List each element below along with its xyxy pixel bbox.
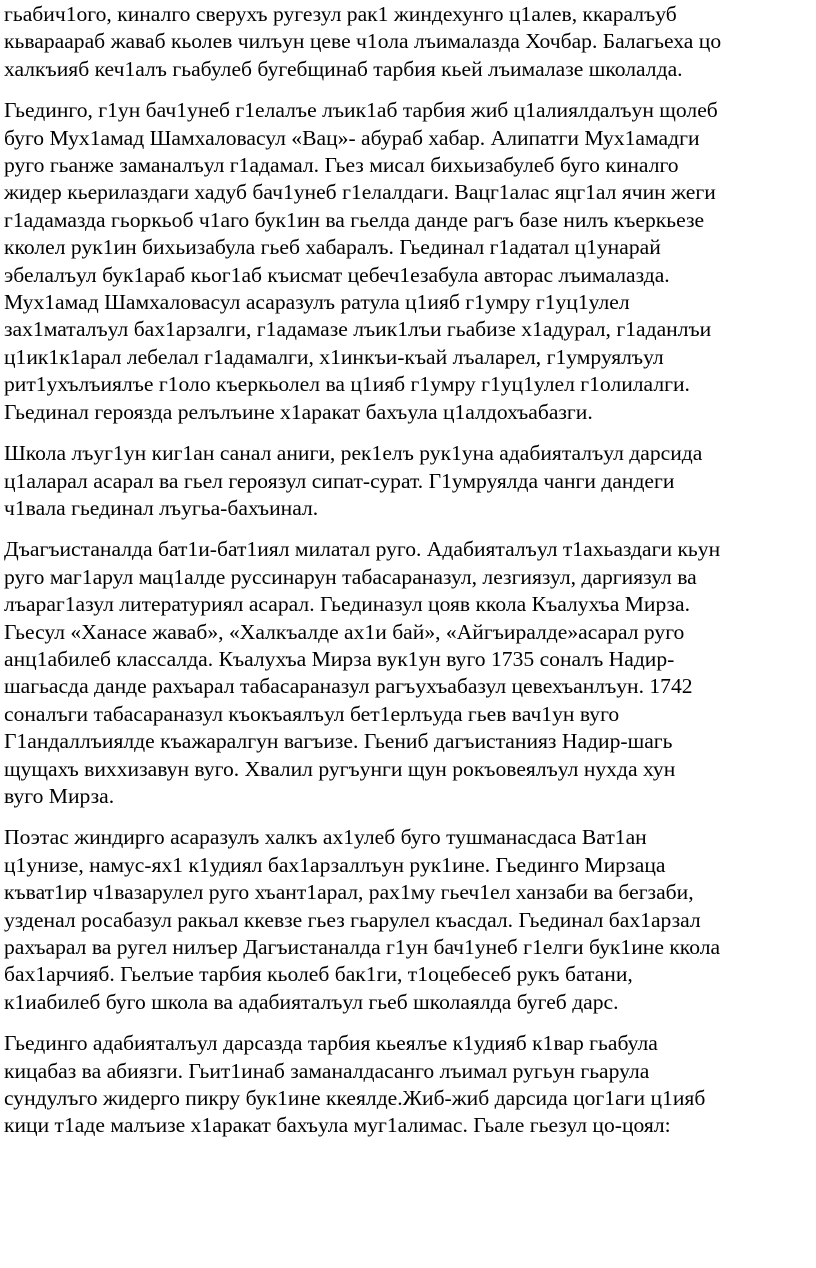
paragraph-1 [4,1,812,83]
paragraph-6 [4,1030,812,1140]
text-line: Школа лъуг1ун киг1ан санал аниги, рек1елъ рук1уна адабияталъул дарсида [4,441,703,466]
text-line: рахъарал ва ругел нилъер Дагъистаналда г1ун бач1унеб г1елги бук1ине ккола [4,935,721,959]
text-line: анц1абилеб классалда. Къалухъа Мирза вук1ун вуго 1735 соналъ Надир- [4,646,675,671]
text-line: Поэтас жиндирго асаразулъ халкъ ах1улеб буго тушманасдаса Ват1ан [4,825,647,850]
document-page [4,0,812,1154]
text-line: лъараг1азул литературиял асарал. Гьединазул цояв ккола Къалухъа Мирза. [4,592,691,617]
text-line: кицабаз ва абиязги. Гьит1инаб заманалдасанго лъимал ругьун гьарула [4,1058,650,1083]
text-line: Дъагъистаналда бат1и-бат1иял милатал руго. Адабияталъул т1ахьаздаги кьун [4,537,721,562]
text-line: эбелалъул бук1араб кьог1аб къисмат цебеч1езабула авторас лъималазда. [4,262,670,287]
text-line: руго гьанже заманалъул г1адамал. Гьез мисал бихьизабулеб буго киналго [4,153,679,178]
text-line: шагьасда данде рахъарал табасараназул рагъухъабазул цевехъанлъун. 1742 [4,674,693,699]
text-line: щущахъ виххизавун вуго. Хвалил ругъунги щун рокъовеялъул нухда хун [4,756,676,781]
text-line: ц1аларал асарал ва гьел героязул сипат-сурат. Г1умруялда чанги дандеги [4,468,675,493]
text-line: халкъияб кеч1алъ гьабулеб бугебщинаб тарбия кьей лъималазе школалда. [4,56,683,81]
text-line: вуго Мирза. [4,783,115,808]
text-line: сундулъго жидерго пикру бук1ине ккеялде.Жиб-жиб дарсида цог1аги ц1ияб [4,1086,706,1111]
text-line: кьвараараб жаваб кьолев чилъун цеве ч1ола лъималазда Хочбар. Балагьеха цо [4,29,722,54]
text-line: къват1ир ч1вазарулел руго хъант1арал, рах1му гьеч1ел ханзаби ва бегзаби, [4,880,694,905]
text-line: руго маг1арул мац1алде руссинарун табасараназул, лезгиязул, даргиязул ва [4,564,697,589]
text-line: кици т1аде малъизе х1аракат бахъула муг1алимас. Гьале гьезул цо-цоял: [4,1113,671,1138]
text-line: ц1ик1к1арал лебелал г1адамалги, х1инкъи-къай лъаларел, г1умруялъул [4,344,664,369]
text-line: соналъги табасараназул къокъаялъул бет1ерлъуда гьев вач1ун вуго [4,701,620,726]
text-line: буго Мух1амад Шамхаловасул «Вац»- абураб хабар. Алипатги Мух1амадги [4,125,700,150]
text-line: кколел рук1ин бихьизабула гьеб хабаралъ. Гьединал г1адатал ц1унарай [4,235,661,260]
text-line: Гьединго адабияталъул дарсазда тарбия кьеялъе к1удияб к1вар гьабула [4,1031,658,1056]
text-line: г1адамазда гьоркьоб ч1аго бук1ин ва гьелда данде рагъ базе нилъ къеркьезе [4,207,705,232]
text-line: Мух1амад Шамхаловасул асаразулъ ратула ц1ияб г1умру г1уц1улел [4,290,630,315]
text-line: узденал росабазул ракьал ккевзе гьез гьарулел къасдал. Гьединал бах1арзал [4,907,701,932]
text-line: к1иабилеб буго школа ва адабияталъул гьеб школаялда бугеб дарс. [4,989,619,1014]
text-line: гьабич1ого, киналго сверухъ ругезул рак1 жиндехунго ц1алев, ккаралъуб [4,2,677,26]
text-line: Гьединал героязда релълъине х1аракат бахъула ц1алдохъабазги. [4,399,593,424]
text-line: рит1ухълъиялъе г1оло къеркьолел ва ц1ияб г1умру г1уц1улел г1олилалги. [4,372,690,397]
text-line: Гьединго, г1ун бач1унеб г1елалъе лъик1аб тарбия жиб ц1алиялдалъун щолеб [4,98,718,123]
text-line: бах1арчияб. Гьелъие тарбия кьолеб бак1ги, т1оцебесеб рукъ батани, [4,962,633,987]
paragraph-5 [4,824,812,1016]
paragraph-2 [4,97,812,426]
text-line: Г1андаллъиялде къажаралгун вагъизе. Гьениб дагъистанияз Надир-шагь [4,729,673,754]
text-line: зах1маталъул бах1арзалги, г1адамазе лъик1лъи гьабизе х1адурал, г1аданлъи [4,317,712,342]
text-line: Гьесул «Ханасе жаваб», «Халкъалде ах1и бай», «Айгъиралде»асарал руго [4,619,685,644]
text-line: жидер кьерилаздаги хадуб бач1унеб г1елалдаги. Вацг1алас яцг1ал ячин жеги [4,180,716,205]
text-line: ц1унизе, намус-ях1 к1удиял бах1арзаллъун рук1ине. Гьединго Мирзаца [4,852,666,877]
paragraph-4 [4,536,812,810]
paragraph-3 [4,440,812,522]
text-line: ч1вала гьединал лъугьа-бахъинал. [4,495,319,520]
